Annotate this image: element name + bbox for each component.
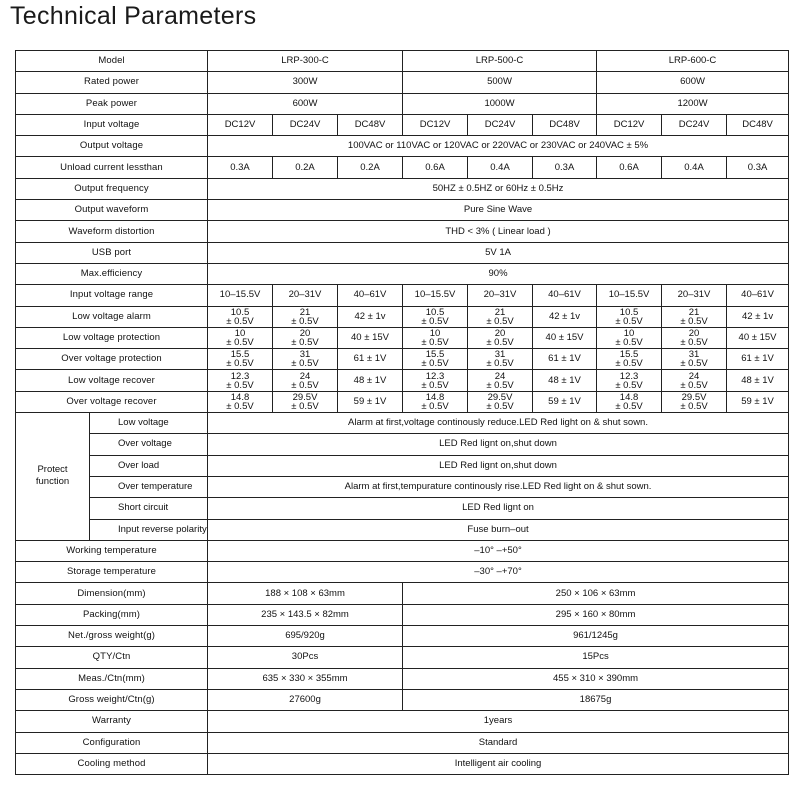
over-voltage-protection-row (16, 349, 789, 370)
value-cell: LED Red lignt on (208, 498, 789, 519)
output-waveform-row (16, 200, 789, 221)
value-cell (662, 306, 727, 327)
value-line: ± 0.5V (486, 315, 514, 327)
protect-sub-label: Input reverse polarity (90, 519, 208, 540)
value-line: 14.8 (230, 391, 250, 403)
value-cell: 500W (403, 72, 597, 93)
dimension-row (16, 583, 789, 604)
value-line: 15.5 (619, 349, 639, 361)
value-line: 31 (494, 349, 506, 361)
over-voltage-recover-row (16, 391, 789, 412)
gross-weight-row (16, 689, 789, 710)
value-cell: 10–15.5V (597, 285, 662, 306)
meas-row (16, 668, 789, 689)
value-line: 42 ± 1v (354, 310, 386, 322)
value-cell (727, 349, 789, 370)
value-line: 59 ± 1V (353, 395, 387, 407)
value-cell (533, 370, 597, 391)
value-cell: –30° –+70° (208, 562, 789, 583)
value-line: ± 0.5V (226, 400, 254, 412)
value-cell: DC12V (403, 114, 468, 135)
value-line: ± 0.5V (680, 358, 708, 370)
value-cell: Pure Sine Wave (208, 200, 789, 221)
value-line: 14.8 (425, 391, 445, 403)
value-cell (403, 391, 468, 412)
value-line: ± 0.5V (421, 337, 449, 348)
unload-current-row (16, 157, 789, 178)
value-line: ± 0.5V (615, 379, 643, 391)
value-line: 29.5V (681, 391, 707, 403)
protect-row (16, 498, 789, 519)
value-cell: 300W (208, 72, 403, 93)
value-cell: 40–61V (533, 285, 597, 306)
row-label: Gross weight/Ctn(g) (16, 689, 208, 710)
value-cell (533, 306, 597, 327)
value-cell (273, 370, 338, 391)
value-cell (468, 306, 533, 327)
value-line: ± 0.5V (291, 379, 319, 391)
value-line: 15.5 (230, 349, 250, 361)
value-line: 10 (429, 328, 441, 339)
value-line: ± 0.5V (615, 337, 643, 348)
value-cell: DC24V (662, 114, 727, 135)
value-cell (662, 391, 727, 412)
row-label: Low voltage protection (16, 327, 208, 348)
value-cell (273, 306, 338, 327)
value-cell (338, 370, 403, 391)
value-line: 48 ± 1V (741, 374, 774, 386)
protect-row (16, 455, 789, 476)
row-label: Rated power (16, 72, 208, 93)
working-temperature-row (16, 540, 789, 561)
value-line: ± 0.5V (615, 315, 643, 327)
value-line: 59 ± 1V (548, 395, 581, 407)
value-cell: DC24V (468, 114, 533, 135)
value-cell: 235 × 143.5 × 82mm (208, 604, 403, 625)
value-cell (338, 327, 403, 348)
value-cell (273, 391, 338, 412)
value-cell (597, 306, 662, 327)
value-cell: 295 × 160 × 80mm (403, 604, 789, 625)
row-label: Net./gross weight(g) (16, 626, 208, 647)
value-cell: 0.3A (727, 157, 789, 178)
value-cell: LED Red lignt on,shut down (208, 434, 789, 455)
value-cell: 0.4A (468, 157, 533, 178)
value-cell: 600W (208, 93, 403, 114)
value-cell: 20–31V (273, 285, 338, 306)
value-line: ± 0.5V (615, 400, 643, 412)
value-cell: LRP-600-C (597, 51, 789, 72)
value-cell: 5V 1A (208, 242, 789, 263)
value-line: 24 (688, 370, 700, 382)
value-cell: 961/1245g (403, 626, 789, 647)
output-voltage-row (16, 136, 789, 157)
row-label: Output voltage (16, 136, 208, 157)
value-cell (662, 349, 727, 370)
value-line: 10.5 (425, 306, 445, 318)
value-cell: 18675g (403, 689, 789, 710)
protect-row (16, 519, 789, 540)
value-line: ± 0.5V (291, 315, 319, 327)
value-cell: 635 × 330 × 355mm (208, 668, 403, 689)
row-label: USB port (16, 242, 208, 263)
value-line: 20 (688, 328, 700, 339)
low-voltage-protection-row (16, 327, 789, 348)
value-cell: 0.2A (273, 157, 338, 178)
value-line: 12.3 (230, 370, 250, 382)
value-cell (662, 327, 727, 348)
value-cell (468, 349, 533, 370)
value-cell (208, 349, 273, 370)
value-cell: DC12V (597, 114, 662, 135)
value-cell: 0.6A (597, 157, 662, 178)
value-cell (597, 391, 662, 412)
value-cell: DC48V (727, 114, 789, 135)
value-cell (273, 349, 338, 370)
models-row (16, 51, 789, 72)
value-line: 40 ± 15V (738, 332, 777, 343)
value-line: ± 0.5V (486, 379, 514, 391)
value-line: 10 (623, 328, 635, 339)
value-line: ± 0.5V (421, 400, 449, 412)
value-cell: 40–61V (727, 285, 789, 306)
value-cell (338, 391, 403, 412)
value-cell: 20–31V (468, 285, 533, 306)
input-voltage-row (16, 114, 789, 135)
value-cell (597, 370, 662, 391)
value-line: 61 ± 1V (741, 353, 774, 365)
value-line: 21 (299, 306, 311, 318)
low-voltage-alarm-row (16, 306, 789, 327)
value-line: ± 0.5V (226, 379, 254, 391)
protect-label-line: Protect (37, 464, 68, 476)
value-cell (597, 349, 662, 370)
value-cell (533, 349, 597, 370)
usb-port-row (16, 242, 789, 263)
row-label: Low voltage alarm (16, 306, 208, 327)
value-cell: 250 × 106 × 63mm (403, 583, 789, 604)
value-cell: 100VAC or 110VAC or 120VAC or 220VAC or 230VAC or 240VAC ± 5% (208, 136, 789, 157)
value-line: 12.3 (619, 370, 639, 382)
value-cell: 50HZ ± 0.5HZ or 60Hz ± 0.5Hz (208, 178, 789, 199)
row-label: Meas./Ctn(mm) (16, 668, 208, 689)
value-cell: DC12V (208, 114, 273, 135)
value-line: ± 0.5V (421, 358, 449, 370)
value-line: 40 ± 15V (545, 332, 584, 343)
input-voltage-range-row (16, 285, 789, 306)
protect-row (16, 476, 789, 497)
value-cell: 27600g (208, 689, 403, 710)
row-label: Configuration (16, 732, 208, 753)
value-cell: 695/920g (208, 626, 403, 647)
value-line: ± 0.5V (291, 358, 319, 370)
value-line: 59 ± 1V (741, 395, 774, 407)
packing-row (16, 604, 789, 625)
warranty-row (16, 711, 789, 732)
row-label: QTY/Ctn (16, 647, 208, 668)
weight-row (16, 626, 789, 647)
value-line: 15.5 (425, 349, 445, 361)
value-line: 21 (688, 306, 700, 318)
value-cell (727, 391, 789, 412)
value-line: ± 0.5V (486, 358, 514, 370)
value-cell (338, 306, 403, 327)
value-line: ± 0.5V (421, 315, 449, 327)
value-cell: 600W (597, 72, 789, 93)
value-line: 48 ± 1V (548, 374, 581, 386)
row-label: Working temperature (16, 540, 208, 561)
value-cell: 1000W (403, 93, 597, 114)
value-cell (727, 370, 789, 391)
value-cell: DC24V (273, 114, 338, 135)
configuration-row (16, 732, 789, 753)
protect-sub-label: Low voltage (90, 413, 208, 434)
value-cell (273, 327, 338, 348)
value-cell (727, 306, 789, 327)
row-label: Max.efficiency (16, 263, 208, 284)
value-line: 31 (299, 349, 311, 361)
row-label: Input voltage (16, 114, 208, 135)
value-line: ± 0.5V (291, 400, 319, 412)
cooling-row (16, 753, 789, 774)
value-line: ± 0.5V (226, 358, 254, 370)
protect-sub-label: Over voltage (90, 434, 208, 455)
value-line: ± 0.5V (486, 337, 514, 348)
value-line: 42 ± 1v (741, 310, 774, 322)
value-cell: DC48V (533, 114, 597, 135)
value-cell: 1200W (597, 93, 789, 114)
value-cell (208, 370, 273, 391)
peak-power-row (16, 93, 789, 114)
row-label: Waveform distortion (16, 221, 208, 242)
value-cell (403, 306, 468, 327)
value-cell (403, 370, 468, 391)
value-cell (727, 327, 789, 348)
row-label: Cooling method (16, 753, 208, 774)
value-cell: –10° –+50° (208, 540, 789, 561)
row-label: Over voltage recover (16, 391, 208, 412)
value-cell: 0.3A (533, 157, 597, 178)
value-cell (597, 327, 662, 348)
value-cell: 455 × 310 × 390mm (403, 668, 789, 689)
row-label: Storage temperature (16, 562, 208, 583)
value-cell: 10–15.5V (403, 285, 468, 306)
value-cell: 30Pcs (208, 647, 403, 668)
value-cell (208, 327, 273, 348)
value-cell: 40–61V (338, 285, 403, 306)
value-cell (208, 306, 273, 327)
value-cell: Fuse burn–out (208, 519, 789, 540)
value-cell (403, 327, 468, 348)
value-cell: THD < 3% ( Linear load ) (208, 221, 789, 242)
value-cell (468, 391, 533, 412)
row-label: Unload current lessthan (16, 157, 208, 178)
value-cell (468, 327, 533, 348)
value-cell: 0.6A (403, 157, 468, 178)
protect-label-line: function (35, 476, 70, 488)
row-label: Warranty (16, 711, 208, 732)
row-label: Output frequency (16, 178, 208, 199)
value-line: ± 0.5V (226, 337, 254, 348)
row-label: Output waveform (16, 200, 208, 221)
value-line: 14.8 (619, 391, 639, 403)
storage-temperature-row (16, 562, 789, 583)
value-cell: Intelligent air cooling (208, 753, 789, 774)
value-line: ± 0.5V (291, 337, 319, 348)
value-cell (662, 370, 727, 391)
qty-row (16, 647, 789, 668)
value-line: 20 (299, 328, 311, 339)
value-cell: LED Red lignt on,shut down (208, 455, 789, 476)
value-cell: LRP-300-C (208, 51, 403, 72)
value-line: 29.5V (487, 391, 513, 403)
value-cell (208, 391, 273, 412)
value-line: 29.5V (292, 391, 318, 403)
value-line: ± 0.5V (615, 358, 643, 370)
row-label: Peak power (16, 93, 208, 114)
row-label: Model (16, 51, 208, 72)
value-line: 24 (494, 370, 506, 382)
value-line: 12.3 (425, 370, 445, 382)
waveform-distortion-row (16, 221, 789, 242)
value-cell: 10–15.5V (208, 285, 273, 306)
value-line: 61 ± 1V (353, 353, 387, 365)
value-cell (533, 327, 597, 348)
value-cell (468, 370, 533, 391)
value-cell: 15Pcs (403, 647, 789, 668)
value-line: 61 ± 1V (548, 353, 581, 365)
value-cell: Standard (208, 732, 789, 753)
value-cell: 0.4A (662, 157, 727, 178)
value-cell (338, 349, 403, 370)
value-line: ± 0.5V (680, 315, 708, 327)
value-line: 10 (234, 328, 246, 339)
value-cell: 20–31V (662, 285, 727, 306)
value-line: 42 ± 1v (548, 310, 581, 322)
protect-row (16, 434, 789, 455)
value-line: ± 0.5V (680, 400, 708, 412)
rated-power-row (16, 72, 789, 93)
value-line: 31 (688, 349, 700, 361)
spec-table-container (15, 50, 788, 775)
max-efficiency-row (16, 263, 789, 284)
value-line: 48 ± 1V (353, 374, 387, 386)
value-line: ± 0.5V (486, 400, 514, 412)
value-cell: 0.3A (208, 157, 273, 178)
row-label: Input voltage range (16, 285, 208, 306)
value-cell: DC48V (338, 114, 403, 135)
value-line: ± 0.5V (226, 315, 254, 327)
value-line: ± 0.5V (680, 337, 708, 348)
value-line: 24 (299, 370, 311, 382)
protect-sub-label: Short circuit (90, 498, 208, 519)
value-cell: Alarm at first,voltage continously reduce.LED Red light on & shut sown. (208, 413, 789, 434)
value-cell: 0.2A (338, 157, 403, 178)
spec-table (15, 50, 789, 775)
value-cell: 90% (208, 263, 789, 284)
value-cell (533, 391, 597, 412)
value-line: ± 0.5V (680, 379, 708, 391)
value-cell (403, 349, 468, 370)
row-label: Low voltage recover (16, 370, 208, 391)
value-line: 10.5 (230, 306, 250, 318)
protect-row (16, 413, 789, 434)
row-label: Dimension(mm) (16, 583, 208, 604)
value-line: 21 (494, 306, 506, 318)
output-frequency-row (16, 178, 789, 199)
protect-sub-label: Over temperature (90, 476, 208, 497)
value-line: 40 ± 15V (351, 332, 389, 343)
low-voltage-recover-row (16, 370, 789, 391)
value-cell: 188 × 108 × 63mm (208, 583, 403, 604)
value-cell: 1years (208, 711, 789, 732)
protect-group-label (16, 413, 90, 541)
value-line: ± 0.5V (421, 379, 449, 391)
value-line: 10.5 (619, 306, 639, 318)
protect-sub-label: Over load (90, 455, 208, 476)
row-label: Packing(mm) (16, 604, 208, 625)
value-cell: Alarm at first,tempurature continously rise.LED Red light on & shut sown. (208, 476, 789, 497)
value-line: 20 (494, 328, 506, 339)
row-label: Over voltage protection (16, 349, 208, 370)
page-title: Technical Parameters (10, 2, 257, 30)
value-cell: LRP-500-C (403, 51, 597, 72)
